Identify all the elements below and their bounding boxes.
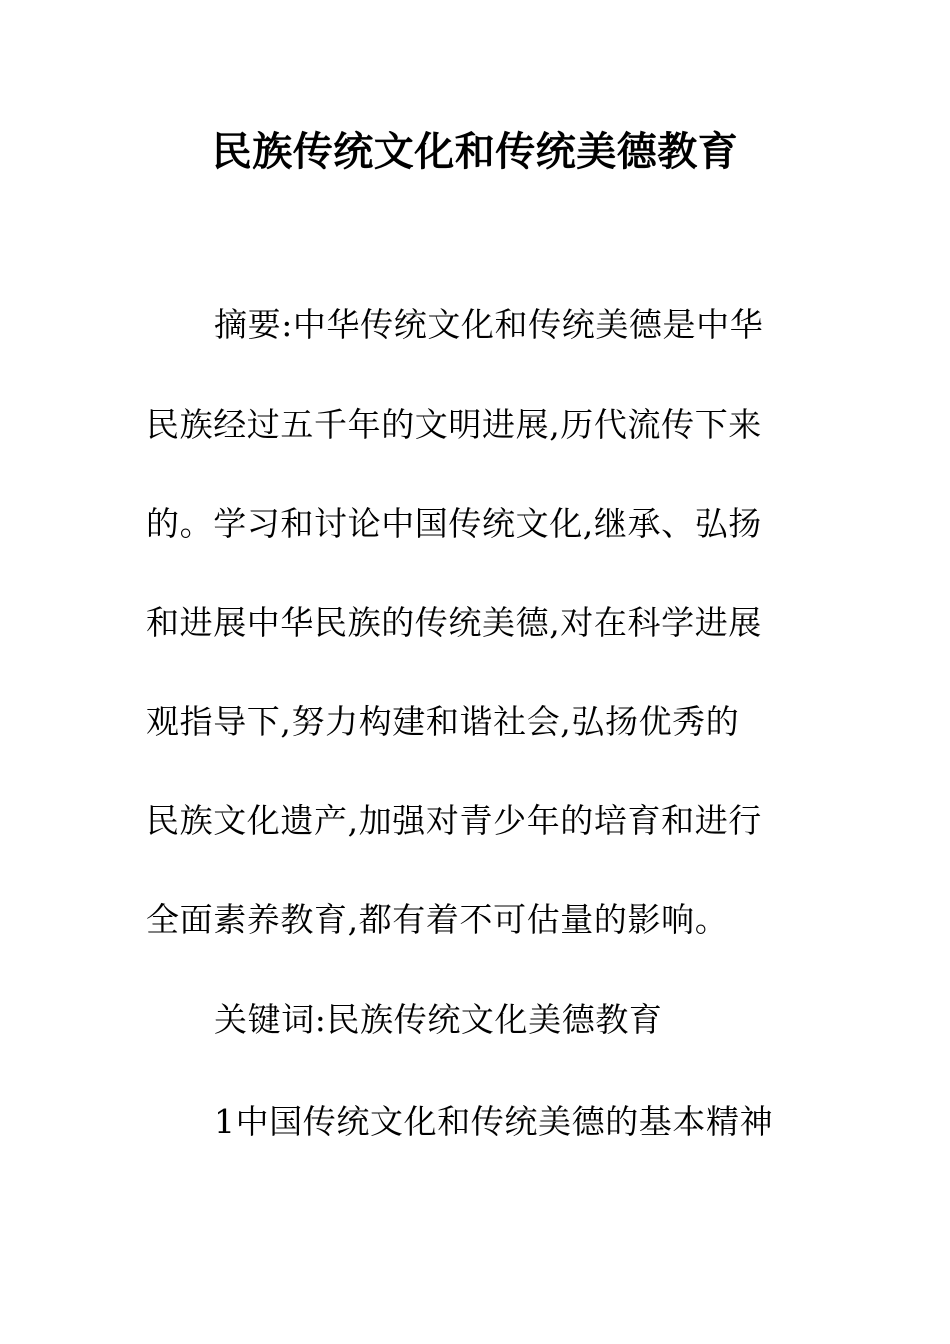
abstract-line-5: 观指导下,努力构建和谐社会,弘扬优秀的 [146, 702, 740, 741]
abstract-line-1: 摘要:中华传统文化和传统美德是中华 [214, 305, 764, 344]
abstract-line-4: 和进展中华民族的传统美德,对在科学进展 [146, 603, 762, 642]
abstract-line-7: 全面素养教育,都有着不可估量的影响。 [146, 900, 729, 939]
abstract-line-2: 民族经过五千年的文明进展,历代流传下来 [146, 405, 762, 444]
abstract-line-3: 的。学习和讨论中国传统文化,继承、弘扬 [146, 504, 762, 543]
abstract-line-6: 民族文化遗产,加强对青少年的培育和进行 [146, 801, 762, 840]
section-heading: 1中国传统文化和传统美德的基本精神 [214, 1102, 774, 1141]
keywords-line: 关键词:民族传统文化美德教育 [214, 1000, 663, 1039]
document-title: 民族传统文化和传统美德教育 [211, 128, 739, 175]
